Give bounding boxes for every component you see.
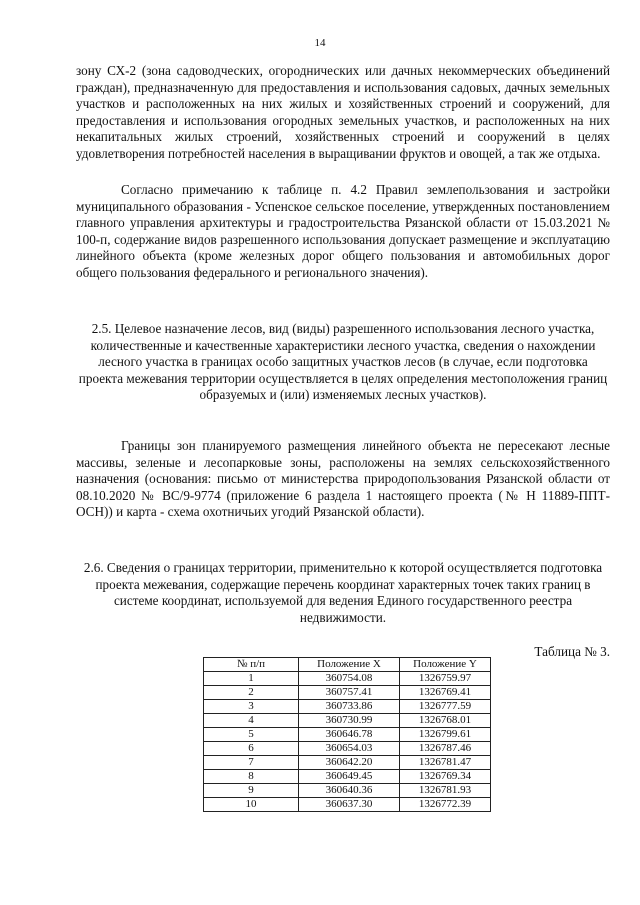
header-position-x: Положение X	[299, 658, 400, 672]
table-row	[204, 784, 491, 798]
cell-position-y: 1326772.39	[400, 798, 491, 812]
section-heading-2-5: 2.5. Целевое назначение лесов, вид (виды) разрешенного использования лесного участка, количественные и качественные характеристики лесного участка, сведения о нахождении лесного участка в границах особо защитных участков лесов (в случае, если подготовка проекта межевания территории осуществляется в целях определения местоположения границ образуемых и (или) изменяемых лесных участков).	[78, 321, 608, 403]
table-row	[204, 686, 491, 700]
cell-position-x: 360730.99	[299, 714, 400, 728]
cell-number: 6	[204, 742, 299, 756]
section-heading-2-6: 2.6. Сведения о границах территории, применительно к которой осуществляется подготовка проекта межевания, содержащие перечень координат характерных точек таких границ в системе координат, используемой для ведения Единого государственного реестра недвижимости.	[83, 560, 603, 625]
table-row	[204, 798, 491, 812]
cell-number: 1	[204, 672, 299, 686]
page-number: 14	[314, 37, 326, 49]
cell-number: 8	[204, 770, 299, 784]
table-row	[204, 728, 491, 742]
table-row	[204, 714, 491, 728]
header-position-y: Положение Y	[400, 658, 491, 672]
cell-position-y: 1326781.47	[400, 756, 491, 770]
cell-position-y: 1326781.93	[400, 784, 491, 798]
cell-number: 4	[204, 714, 299, 728]
cell-position-x: 360754.08	[299, 672, 400, 686]
paragraph-forest-boundaries: Границы зон планируемого размещения линейного объекта не пересекают лесные массивы, зеленые и лесопарковые зоны, расположены на землях сельскохозяйственного назначения (основания: письмо от министерства природопользования Рязанской области от 08.10.2020 № ВС/9-9774 (приложение 6 раздела 1 настоящего проекта (№ Н 11889-ППТ-ОСН)) и карта - схема охотничьих угодий Рязанской области).	[76, 438, 610, 520]
table-row	[204, 672, 491, 686]
coordinates-table	[203, 657, 491, 812]
cell-number: 10	[204, 798, 299, 812]
cell-number: 7	[204, 756, 299, 770]
cell-number: 5	[204, 728, 299, 742]
cell-position-y: 1326768.01	[400, 714, 491, 728]
cell-number: 3	[204, 700, 299, 714]
table-body	[204, 672, 491, 812]
table-row	[204, 700, 491, 714]
cell-position-x: 360733.86	[299, 700, 400, 714]
header-number: № п/п	[204, 658, 299, 672]
cell-position-x: 360649.45	[299, 770, 400, 784]
table-row	[204, 770, 491, 784]
table-row	[204, 742, 491, 756]
cell-position-y: 1326769.41	[400, 686, 491, 700]
cell-position-y: 1326787.46	[400, 742, 491, 756]
cell-number: 2	[204, 686, 299, 700]
table-header-row	[204, 658, 491, 672]
paragraph-land-use-rules: Согласно примечанию к таблице п. 4.2 Правил землепользования и застройки муниципального образования - Успенское сельское поселение, утвержденных постановлением главного управления архитектуры и градостроительства Рязанской области от 15.03.2021 № 100-п, содержание видов разрешенного использования допускает размещение и эксплуатацию линейного объекта (кроме железных дорог общего пользования и автомобильных дорог общего пользования федерального и регионального значения).	[76, 182, 610, 280]
cell-position-y: 1326799.61	[400, 728, 491, 742]
table-row	[204, 756, 491, 770]
cell-position-x: 360640.36	[299, 784, 400, 798]
table-caption: Таблица № 3.	[534, 644, 610, 659]
cell-position-x: 360646.78	[299, 728, 400, 742]
cell-position-y: 1326769.34	[400, 770, 491, 784]
cell-position-y: 1326759.97	[400, 672, 491, 686]
cell-position-x: 360757.41	[299, 686, 400, 700]
cell-number: 9	[204, 784, 299, 798]
cell-position-x: 360642.20	[299, 756, 400, 770]
cell-position-x: 360654.03	[299, 742, 400, 756]
cell-position-y: 1326777.59	[400, 700, 491, 714]
cell-position-x: 360637.30	[299, 798, 400, 812]
paragraph-zone-sx2: зону СХ-2 (зона садоводческих, огороднических или дачных некоммерческих объединений граждан), предназначенную для предоставления и использования садовых, дачных земельных участков и расположенных на них жилых и хозяйственных строений и сооружений, для предоставления и использования огородных земельных участков, и расположенных на них некапитальных жилых строений, хозяйственных строений и сооружений в целях удовлетворения потребностей населения в выращивании фруктов и овощей, а так же отдыха.	[76, 63, 610, 161]
